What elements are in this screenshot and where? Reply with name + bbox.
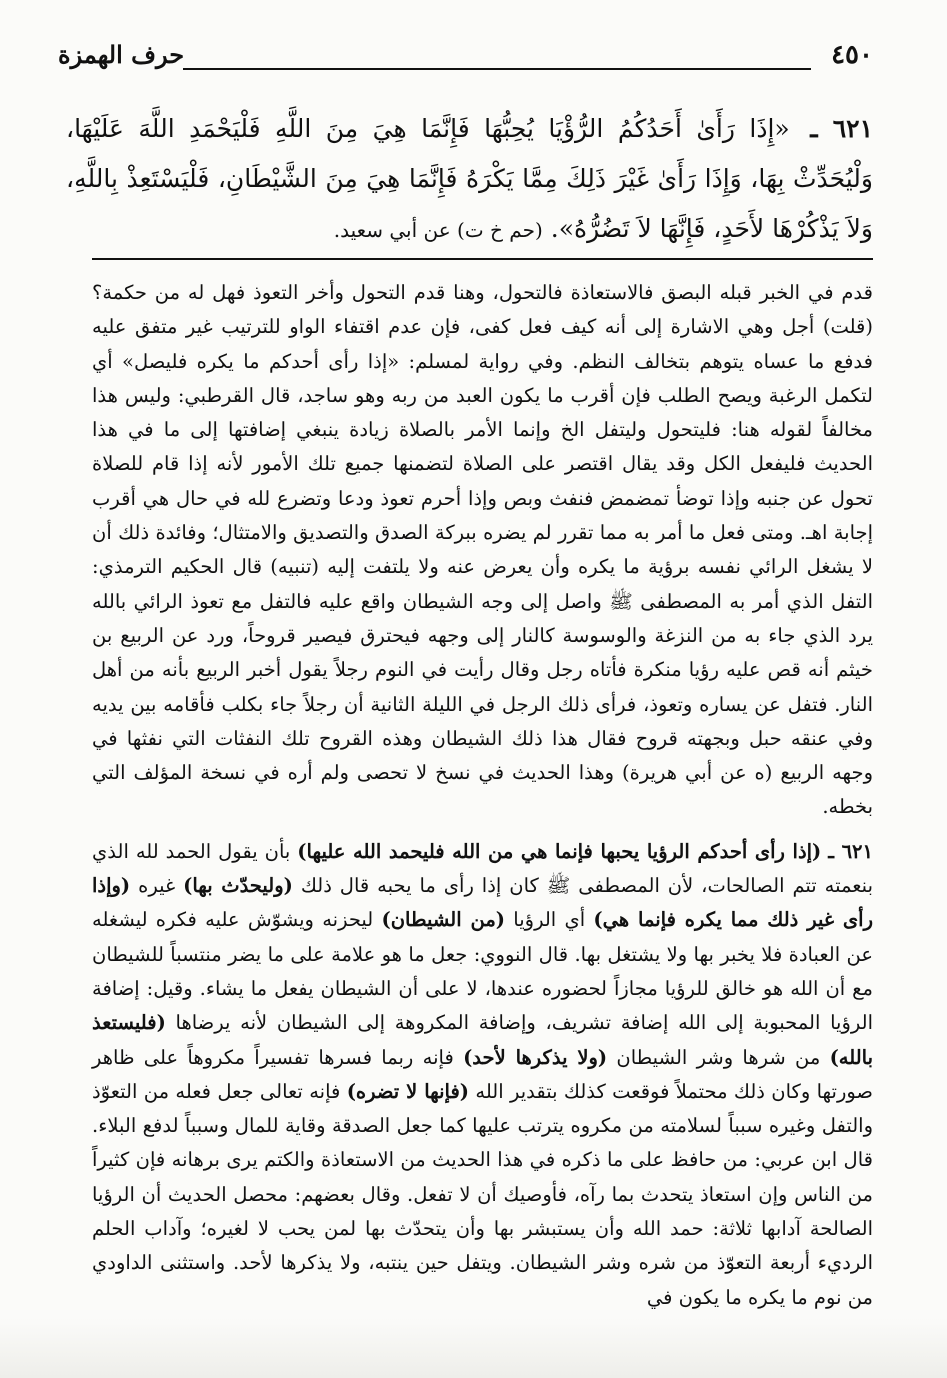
paragraph-gap bbox=[92, 825, 873, 835]
page-header bbox=[58, 40, 873, 80]
quoted-matn: (فإنها لا تضره) bbox=[346, 1079, 470, 1103]
quoted-matn: (إذا رأى أحدكم الرؤيا يحبها فإنما هي من الله فليحمد الله عليها) bbox=[297, 839, 822, 863]
quoted-matn: (وليحدّث بها) bbox=[183, 874, 293, 898]
commentary-paragraph-2 bbox=[92, 835, 873, 1315]
commentary-text: غيره bbox=[138, 874, 176, 898]
commentary-paragraph: قدم في الخبر قبله البصق فالاستعاذة فالتحول، وهنا قدم التحول وأخر التعوذ فهل له من حكمة؟ (قلت) أجل وهي الاشارة إلى أنه كيف فعل كفى، فإن عدم اقتفاء الواو للترتيب غير متفق عليه فدفع ما عساه يتوهم بتخالف النظم. وفي رواية لمسلم: «إذا رأى أحدكم ما يكره فليصل» أي لتكمل الرغبة ويصح الطلب فإن أقرب ما يكون العبد من ربه وهو ساجد، قال القرطبي: وليس هذا مخالفاً لقوله هنا: فليتحول وليتفل الخ وإنما الأمر بالصلاة زيادة ينبغي إضافتها إلى ما في هذا الحديث فليفعل الكل وقد يقال اقتصر على الصلاة لتضمنها جميع تلك الأمور لأنه إذا قام للصلاة تحول عن جنبه وإذا توضأ تمضمض فنفث وبص وإذا أحرم تعوذ ودعا وتضرع لله في حال هي أقرب إجابة اهـ. ومتى فعل ما أمر به مما تقرر لم يضره ببركة الصدق والتصديق والامتثال؛ وفائدة ذلك أن لا يشغل الرائي نفسه برؤية ما يكره وأن يعرض عنه ولا يلتفت إليه (تنبيه) قال الحكيم الترمذي: التفل الذي أمر به المصطفى ﷺ واصل إلى وجه الشيطان واقع عليه فالتفل مع تعوذ الرائي بالله يرد الذي جاء به من النزغة والوسوسة كالنار إلى وجهه فيحترق فيصير قروحاً، ورد عن الربيع بن خيثم أنه قص عليه رؤيا منكرة فأتاه رجل وقال رأيت في النوم رجلاً يقول أخبر الربيع بأنه من أهل النار. فتفل عن يساره وتعوذ، فرأى ذلك الرجل في الليلة الثانية أن رجلاً جاء بكلب فأقامه بين يديه وفي عنقه حبل وبجهته قروح فقال هذا ذلك الشيطان وهذه القروح تلك النفثات التي نفثها في وجهه الربيع (ه عن أبي هريرة) وهذا الحديث في نسخ لا تحصى ولم أره في نسخة المؤلف التي بخطه. bbox=[92, 281, 873, 819]
chapter-title: حرف الهمزة bbox=[58, 40, 185, 69]
commentary-text: بأن يقول الحمد لله الذي بنعمته تتم الصالحات، لأن المصطفى ﷺ كان إذا رأى ما يحبه قال ذلك bbox=[92, 839, 873, 898]
hadith-number: ٦٢١ ـ bbox=[810, 114, 874, 143]
hadith-text: «إِذَا رَأَىٰ أَحَدُكُمُ الرُّؤْيَا يُحِبُّهَا فَإِنَّمَا هِيَ مِنَ اللَّهِ فَلْيَحْمَدِ اللَّهَ عَلَيْهَا، وَلْيُحَدِّثْ بِهَا، وَإِذَا رَأَىٰ غَيْرَ ذَلِكَ مِمَّا يَكْرَهُ فَإِنَّمَا هِيَ مِنَ الشَّيْطَانِ، فَلْيَسْتَعِذْ بِاللَّهِ، وَلاَ يَذْكُرْهَا لأَحَدٍ، فَإِنَّهَا لاَ تَضُرُّهُ». bbox=[66, 114, 873, 243]
section-rule bbox=[92, 258, 873, 260]
hadith-ref-number: ٦٢١ ـ bbox=[828, 839, 873, 863]
quoted-matn: (من الشيطان) bbox=[381, 908, 506, 932]
commentary-text: فإنه ربما فسرها تفسيراً مكروهاً على ظاهر صورتها وكان ذلك محتملاً فوقعت كذلك بتقدير الله bbox=[92, 1045, 873, 1103]
commentary-text: أي الرؤيا bbox=[513, 908, 586, 932]
commentary-text: ليحزنه ويشوّش عليه فكره ليشغله عن العبادة فلا يخبر بها ولا يشتغل بها. قال النووي: جعل ما هو علامة على ما يضر منتسباً للشيطان مع أن الله هو خالق للرؤيا مجازاً لحضوره عندها، لا على أن الشيطان يفعل ما يشاء. وقيل: إضافة الرؤيا المحبوبة إلى الله إضافة تشريف، وإضافة المكروهة إلى الشيطان لأنه يرضاها bbox=[92, 908, 874, 1035]
header-rule bbox=[183, 68, 811, 70]
quoted-matn: (ولا يذكرها لأحد) bbox=[463, 1045, 608, 1069]
page-bottom-edge bbox=[0, 1318, 947, 1378]
commentary-text: من شرها وشر الشيطان bbox=[616, 1045, 821, 1069]
hadith-block bbox=[66, 104, 873, 255]
quoted-matn: (فليستعذ بالله) bbox=[92, 1011, 874, 1069]
page-number: ٤٥٠ bbox=[831, 40, 873, 70]
commentary-text: فإنه تعالى جعل فعله من التعوّذ والتفل وغيره سبباً لسلامته من مكروه يترتب عليها كما جعل الصدقة وقاية للمال وسبباً لدفع البلاء. قال ابن عربي: من حافظ على ما ذكره في هذا الحديث من الاستعاذة والكتم يرى برهانه فإن كثيراً من الناس وإن استعاذ يتحدث بما رآه، فأوصيك أن لا تفعل. وقال بعضهم: محصل الحديث أن الرؤيا الصالحة آدابها ثلاثة: حمد الله وأن يستبشر بها وأن يتحدّث بها لمن يحب لا لغيره؛ وآداب الحلم الرديء أربعة التعوّذ من شره وشر الشيطان. ويتفل حين ينتبه، ولا يذكرها لأحد. واستثنى الداودي من نوم ما يكره ما يكون في bbox=[92, 1079, 873, 1309]
commentary bbox=[92, 276, 873, 1315]
hadith-source: (حم خ ت) عن أبي سعيد. bbox=[333, 218, 543, 242]
quoted-matn: (وإذا رأى غير ذلك مما يكره فإنما هي) bbox=[92, 874, 874, 932]
